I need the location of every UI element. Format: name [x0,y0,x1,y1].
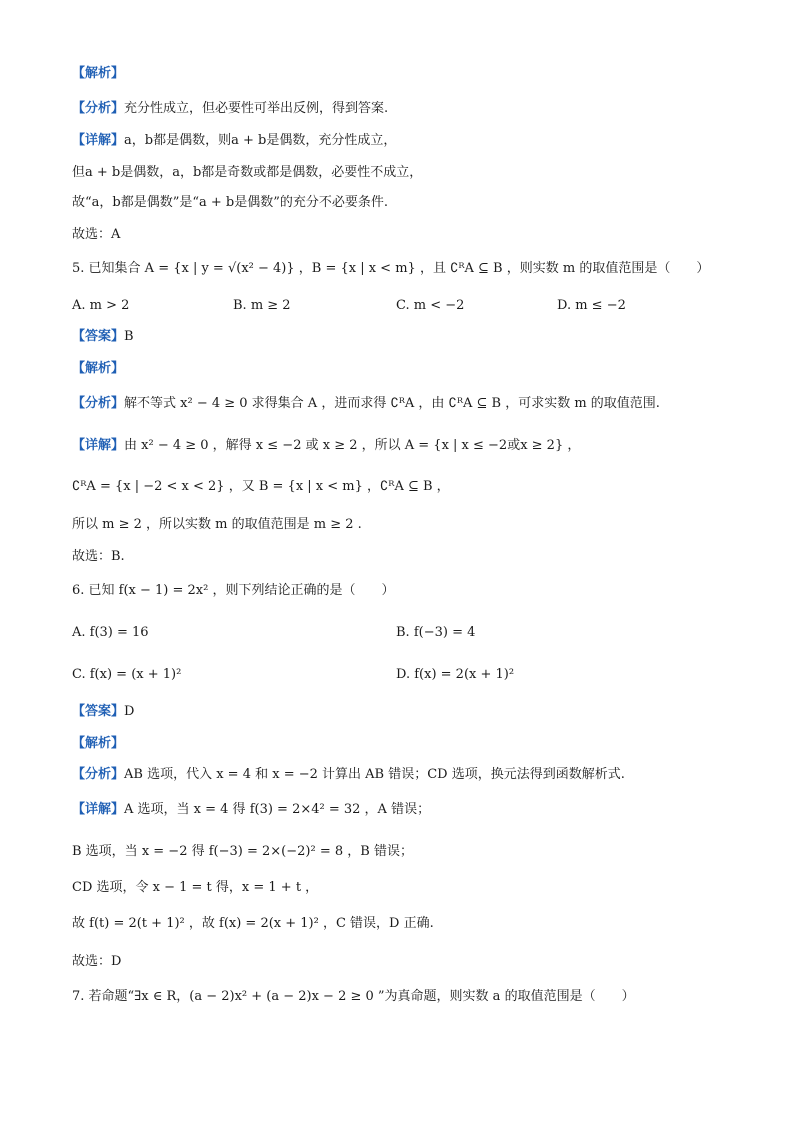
section-jiexi: 【解析】 [72,361,125,376]
q6-option-a: A. f(3) = 16 [72,625,149,640]
q5-option-b: B. m ≥ 2 [233,298,291,313]
question-5-stem: 5. 已知集合 A = {x | y = √(x² − 4)} ，B = {x | x < m} ，且 ∁ᴿA ⊆ B ，则实数 m 的取值范围是（ ） [72,261,710,276]
detail-line: 【详解】A 选项，当 x = 4 得 f(3) = 2×4² = 32 ，A 错误； [72,802,431,817]
answer-tag-line: 【答案】B [72,329,134,344]
q6-option-c: C. f(x) = (x + 1)² [72,667,182,682]
detail-line: 【详解】a，b都是偶数，则a + b是偶数，充分性成立， [72,133,397,148]
detail-line: 但a + b是偶数，a，b都是奇数或都是偶数，必要性不成立， [72,165,423,180]
question-6-stem: 6. 已知 f(x − 1) = 2x² ，则下列结论正确的是（ ） [72,583,395,598]
answer-line: 故选：D [72,954,122,969]
q5-option-d: D. m ≤ −2 [557,298,626,313]
analysis-line: 【分析】AB 选项，代入 x = 4 和 x = −2 计算出 AB 错误；CD 选项，换元法得到函数解析式. [72,767,625,782]
detail-line: B 选项，当 x = −2 得 f(−3) = 2×(−2)² = 8 ，B 错误； [72,844,413,859]
detail-line: 故“a，b都是偶数”是“a + b是偶数”的充分不必要条件. [72,195,389,210]
analysis-line: 【分析】充分性成立，但必要性可举出反例，得到答案. [72,101,389,116]
detail-line: 【详解】由 x² − 4 ≥ 0 ，解得 x ≤ −2 或 x ≥ 2 ，所以 A = {x | x ≤ −2或x ≥ 2} ， [72,438,581,453]
detail-line: 故 f(t) = 2(t + 1)² ，故 f(x) = 2(x + 1)² ，C 错误，D 正确. [72,916,434,931]
q5-option-a: A. m > 2 [72,298,130,313]
section-jiexi: 【解析】 [72,736,125,751]
detail-line: 所以 m ≥ 2 ，所以实数 m 的取值范围是 m ≥ 2 . [72,517,362,532]
answer-line: 故选：B. [72,549,125,564]
question-7-stem: 7. 若命题“∃x ∈ R，(a − 2)x² + (a − 2)x − 2 ≥ 0 ”为真命题，则实数 a 的取值范围是（ ） [72,989,635,1004]
q6-option-d: D. f(x) = 2(x + 1)² [396,667,515,682]
q6-option-b: B. f(−3) = 4 [396,625,476,640]
analysis-line: 【分析】解不等式 x² − 4 ≥ 0 求得集合 A ，进而求得 ∁ᴿA ，由 ∁ᴿA ⊆ B ，可求实数 m 的取值范围. [72,396,660,411]
detail-line: CD 选项，令 x − 1 = t 得，x = 1 + t ， [72,880,319,895]
q5-option-c: C. m < −2 [396,298,465,313]
section-jiexi: 【解析】 [72,66,125,81]
answer-line: 故选：A [72,227,121,242]
detail-line: ∁ᴿA = {x | −2 < x < 2} ，又 B = {x | x < m} ，∁ᴿA ⊆ B ， [72,479,450,494]
answer-tag-line: 【答案】D [72,704,135,719]
